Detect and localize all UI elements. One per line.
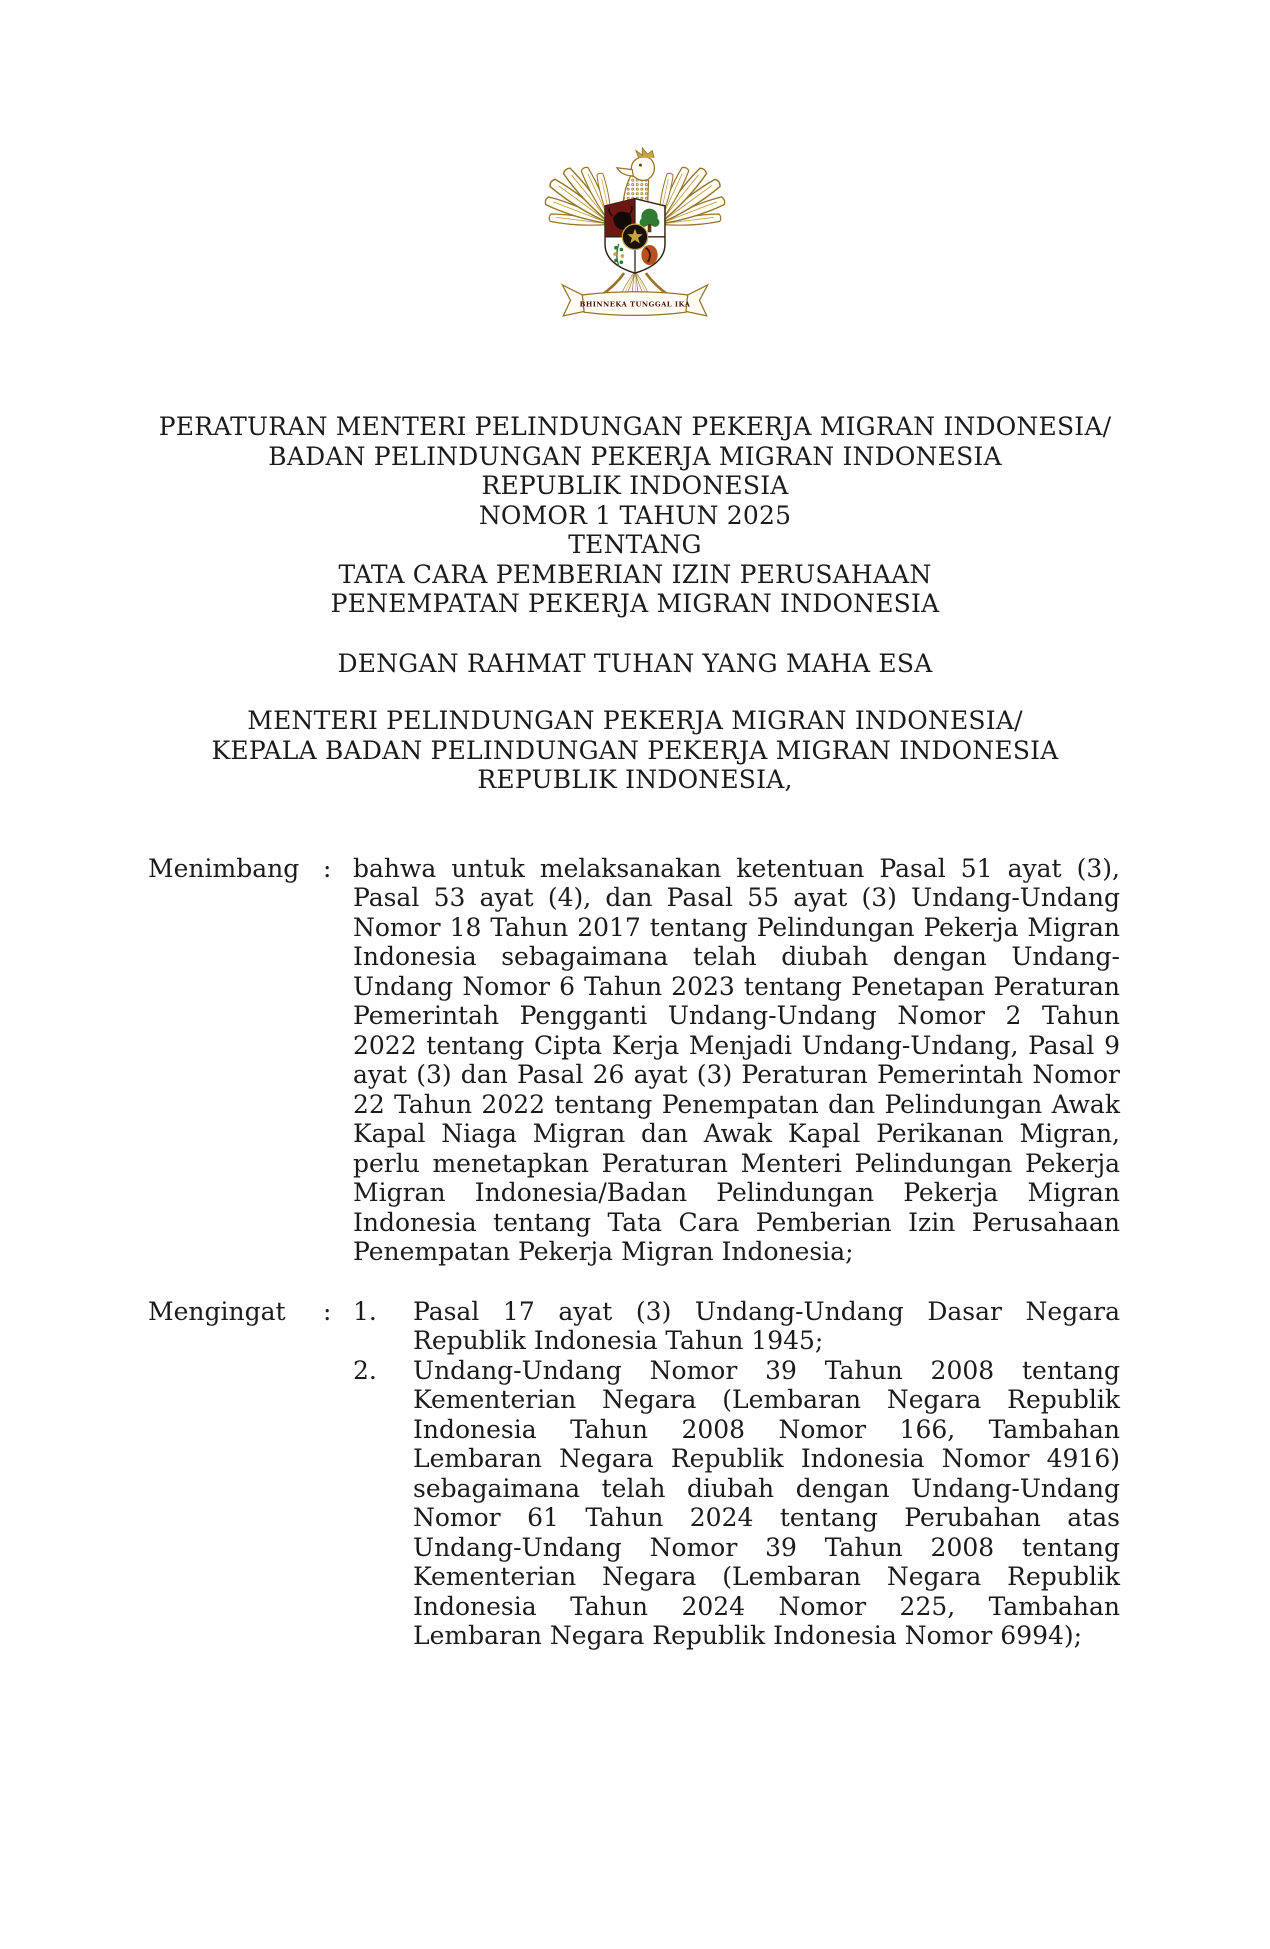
garuda-pancasila-emblem — [0, 0, 1270, 324]
official-line: REPUBLIK INDONESIA, — [477, 765, 793, 794]
official-line: KEPALA BADAN PELINDUNGAN PEKERJA MIGRAN INDONESIA — [211, 735, 1059, 765]
list-item-number: 2. — [353, 1355, 377, 1385]
menimbang-colon: : — [323, 853, 332, 883]
list-item — [353, 1297, 1120, 1356]
garuda-emblem-graphic — [544, 146, 726, 324]
menimbang-section — [148, 854, 1120, 1267]
list-item — [353, 1356, 1120, 1651]
document-heading — [0, 412, 1270, 619]
list-item-number: 1. — [353, 1296, 377, 1326]
title-line: PERATURAN MENTERI PELINDUNGAN PEKERJA MIGRAN INDONESIA/ — [158, 412, 1112, 441]
issuing-official — [0, 706, 1270, 795]
title-line: BADAN PELINDUNGAN PEKERJA MIGRAN INDONESIA — [268, 441, 1002, 471]
menimbang-paragraph: bahwa untuk melaksanakan ketentuan Pasal 51 ayat (3), Pasal 53 ayat (4), dan Pasal 55 ayat (3) Undang-Undang Nomor 18 Tahun 2017 tentang Pelindungan Pekerja Migran Indonesia sebagaimana telah diubah dengan Undang-Undang Nomor 6 Tahun 2023 tentang Penetapan Peraturan Pemerintah Pengganti Undang-Undang Nomor 2 Tahun 2022 tentang Cipta Kerja Menjadi Undang-Undang, Pasal 9 ayat (3) dan Pasal 26 ayat (3) Peraturan Pemerintah Nomor 22 Tahun 2022 tentang Penempatan dan Pelindungan Awak Kapal Niaga Migran dan Awak Kapal Perikanan Migran, perlu menetapkan Peraturan Menteri Pelindungan Pekerja Migran Indonesia/Badan Pelindungan Pekerja Migran Indonesia tentang Tata Cara Pemberian Izin Perusahaan Penempatan Pekerja Migran Indonesia; — [353, 853, 1120, 1266]
tentang-label: TENTANG — [568, 530, 702, 559]
official-line: MENTERI PELINDUNGAN PEKERJA MIGRAN INDONESIA/ — [247, 706, 1023, 735]
banner-motto-text: BHINNEKA TUNGGAL IKA — [579, 300, 691, 309]
shield-chain-field — [641, 245, 657, 265]
menimbang-label: Menimbang — [148, 853, 300, 883]
subject-line: PENEMPATAN PEKERJA MIGRAN INDONESIA — [330, 589, 940, 618]
list-item-text: Undang-Undang Nomor 39 Tahun 2008 tentang Kementerian Negara (Lembaran Negara Republik Indonesia Tahun 2008 Nomor 166, Tambahan Lembaran Negara Republik Indonesia Nomor 4916) sebagaimana telah diubah dengan Undang-Undang Nomor 61 Tahun 2024 tentang Perubahan atas Undang-Undang Nomor 39 Tahun 2008 tentang Kementerian Negara (Lembaran Negara Republik Indonesia Tahun 2024 Nomor 225, Tambahan Lembaran Negara Republik Indonesia Nomor 6994); — [413, 1355, 1120, 1650]
garuda-head — [617, 148, 655, 181]
mengingat-colon: : — [323, 1296, 332, 1326]
subject-line: TATA CARA PEMBERIAN IZIN PERUSAHAAN — [338, 559, 932, 589]
mengingat-label: Mengingat — [148, 1296, 286, 1326]
invocation — [0, 649, 1270, 679]
mengingat-list — [353, 1297, 1120, 1651]
pancasila-shield — [605, 199, 665, 273]
list-item-text: Pasal 17 ayat (3) Undang-Undang Dasar Negara Republik Indonesia Tahun 1945; — [413, 1296, 1120, 1355]
regulation-number: NOMOR 1 TAHUN 2025 — [478, 500, 792, 530]
invocation-text: DENGAN RAHMAT TUHAN YANG MAHA ESA — [337, 648, 933, 678]
mengingat-section — [148, 1297, 1120, 1651]
title-line: REPUBLIK INDONESIA — [481, 471, 789, 500]
